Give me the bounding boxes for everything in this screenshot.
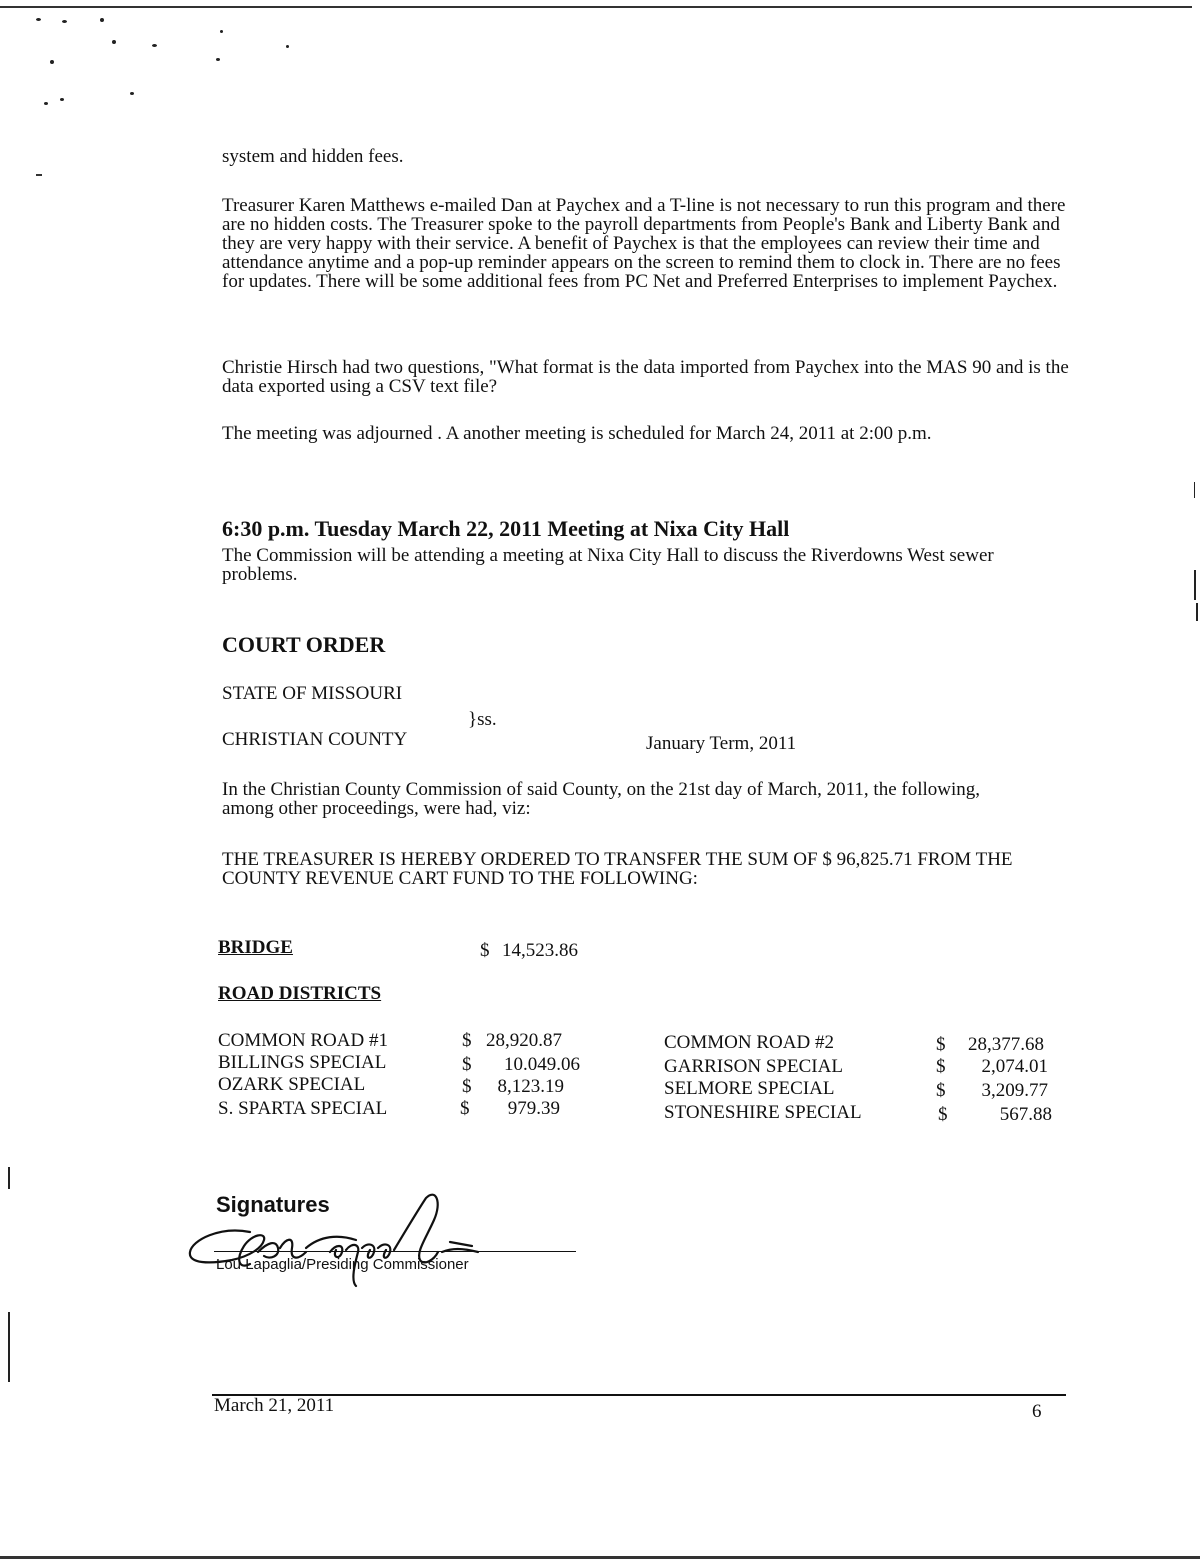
scan-edge-line — [8, 1167, 10, 1189]
district-name: STONESHIRE SPECIAL — [664, 1102, 862, 1123]
footer-rule — [212, 1394, 1066, 1396]
scan-edge-line — [1194, 570, 1196, 600]
district-amount: 3,209.77 — [981, 1080, 1048, 1101]
meeting-heading: 6:30 p.m. Tuesday March 22, 2011 Meeting at Nixa City Hall — [222, 516, 790, 541]
district-currency: $ — [462, 1030, 472, 1051]
signatures-heading: Signatures — [216, 1192, 330, 1217]
bridge-currency: $ — [480, 940, 490, 961]
district-amount: 28,920.87 — [486, 1030, 562, 1051]
district-name: OZARK SPECIAL — [218, 1074, 366, 1095]
district-currency: $ — [460, 1098, 470, 1119]
district-currency: $ — [936, 1034, 946, 1055]
scan-speck — [50, 60, 54, 64]
scan-speck — [112, 40, 116, 44]
district-amount: 8,123.19 — [497, 1076, 564, 1097]
scan-edge-line — [1196, 603, 1198, 621]
paragraph-continued: system and hidden fees. — [222, 146, 404, 167]
bridge-label: BRIDGE — [218, 937, 293, 958]
scan-speck — [130, 92, 134, 95]
signer-name: Lou Lapaglia/Presiding Commissioner — [216, 1256, 469, 1273]
district-currency: $ — [938, 1104, 948, 1125]
state-label: STATE OF MISSOURI — [222, 683, 403, 704]
scan-speck — [36, 18, 41, 21]
road-districts-label: ROAD DISTRICTS — [218, 983, 382, 1004]
scan-top-border — [0, 6, 1192, 8]
court-intro: In the Christian County Commission of said County, on the 21st day of March, 2011, the following, among other proceedings, were had, viz: — [222, 779, 981, 819]
district-currency: $ — [462, 1076, 472, 1097]
district-currency: $ — [936, 1080, 946, 1101]
paragraph-treasurer: Treasurer Karen Matthews e-mailed Dan at Paychex and a T-line is not necessary to run this program and there are no hidden costs. The Treasurer spoke to the payroll departments from People's Bank and Liberty Bank and they are very happy with their service. A benefit of Paychex is that the employees can review their time and attendance anytime and a pop-up reminder appears on the screen to remind them to clock in. There are no fees for updates. There will be some additional fees from PC Net and Preferred Enterprises to implement Paychex. — [222, 195, 1066, 292]
district-name: BILLINGS SPECIAL — [218, 1052, 387, 1073]
scan-dash — [36, 174, 42, 176]
county-label: CHRISTIAN COUNTY — [222, 729, 408, 750]
district-currency: $ — [462, 1054, 472, 1075]
court-order-text: THE TREASURER IS HEREBY ORDERED TO TRANSFER THE SUM OF $ 96,825.71 FROM THE COUNTY REVENUE CART FUND TO THE FOLLOWING: — [222, 849, 1013, 889]
district-name: S. SPARTA SPECIAL — [218, 1098, 388, 1119]
scan-edge-line — [8, 1312, 10, 1382]
scan-speck — [216, 58, 220, 61]
scan-speck — [44, 102, 48, 105]
district-name: SELMORE SPECIAL — [664, 1078, 835, 1099]
term-label: January Term, 2011 — [646, 733, 797, 754]
district-amount: 28,377.68 — [968, 1034, 1044, 1055]
scan-speck — [60, 98, 64, 101]
district-name: COMMON ROAD #2 — [664, 1032, 834, 1053]
footer-date: March 21, 2011 — [214, 1395, 335, 1416]
page-number: 6 — [1032, 1401, 1042, 1422]
ss-label: }ss. — [468, 709, 497, 730]
scan-bottom-border — [0, 1556, 1200, 1559]
signature-line — [214, 1251, 576, 1252]
scan-speck — [152, 44, 157, 47]
district-name: COMMON ROAD #1 — [218, 1030, 388, 1051]
scan-speck — [100, 18, 104, 22]
district-amount: 979.39 — [507, 1098, 560, 1119]
handwritten-signature — [180, 1190, 500, 1300]
district-amount: 567.88 — [999, 1104, 1052, 1125]
paragraph-questions: Christie Hirsch had two questions, "What format is the data imported from Paychex into the MAS 90 and is the data exported using a CSV text file? — [222, 357, 1069, 397]
district-amount: 2,074.01 — [981, 1056, 1048, 1077]
paragraph-adjourned: The meeting was adjourned . A another meeting is scheduled for March 24, 2011 at 2:00 p.m. — [222, 423, 932, 444]
district-amount: 10.049.06 — [504, 1054, 580, 1075]
district-name: GARRISON SPECIAL — [664, 1056, 843, 1077]
meeting-description: The Commission will be attending a meeting at Nixa City Hall to discuss the Riverdowns West sewer problems. — [222, 545, 994, 585]
scan-edge-line — [1194, 482, 1195, 498]
court-order-heading: COURT ORDER — [222, 632, 386, 657]
bridge-amount: 14,523.86 — [502, 940, 578, 961]
scan-speck — [220, 30, 223, 33]
scan-speck — [62, 20, 67, 23]
scan-speck — [286, 45, 289, 48]
district-currency: $ — [936, 1056, 946, 1077]
